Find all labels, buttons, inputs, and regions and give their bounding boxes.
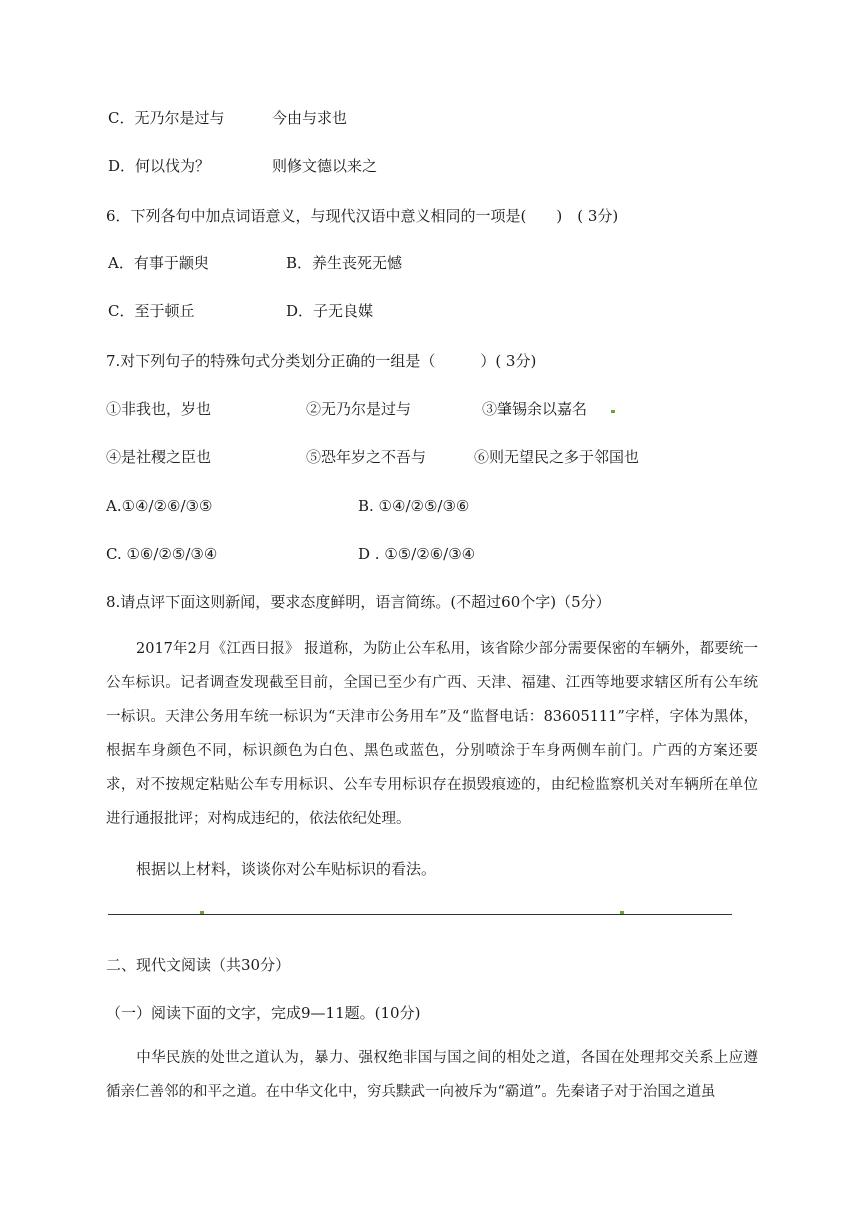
editor-marker bbox=[611, 410, 615, 413]
q7-option-d: D . ①⑤/②⑥/③④ bbox=[358, 545, 476, 563]
q7-sentence-6: ⑥则无望民之多于邻国也 bbox=[474, 448, 640, 466]
q6-option-b bbox=[286, 253, 402, 273]
q7-sentence-5: ⑤恐年岁之不吾与 bbox=[306, 448, 427, 466]
q7-option-c: C. ①⑥/②⑤/③④ bbox=[106, 545, 218, 563]
editor-marker bbox=[200, 911, 204, 914]
q6-option-b-text: 养生丧死无憾 bbox=[312, 254, 403, 272]
q6-option-d-text: 子无良媒 bbox=[313, 302, 374, 320]
q6-option-b-prefix: B． bbox=[286, 254, 313, 272]
q7-option-a: A.①④/②⑥/③⑤ bbox=[106, 497, 213, 515]
q7-sentence-4: ④是社稷之臣也 bbox=[106, 448, 212, 466]
editor-marker bbox=[620, 911, 624, 914]
q5-option-d-left: D．何以伐为？ bbox=[108, 157, 211, 175]
reading-passage bbox=[106, 1041, 758, 1109]
q6-option-c-text: 至于顿丘 bbox=[134, 302, 195, 320]
q5-option-c bbox=[108, 108, 224, 128]
q5-option-c-left: C．无乃尔是过与 bbox=[108, 109, 225, 127]
q7-stem: 7.对下列句子的特殊句式分类划分正确的一组是（ ）( 3分) bbox=[106, 352, 537, 370]
q7-sentence-3: ③肇锡余以嘉名 bbox=[482, 400, 588, 418]
q6-option-c bbox=[108, 301, 195, 321]
q8-news-passage bbox=[106, 632, 758, 836]
q6-option-c-prefix: C． bbox=[108, 302, 135, 320]
section-heading: 二、现代文阅读（共30分） bbox=[106, 956, 291, 974]
q5-option-d-right: 则修文德以来之 bbox=[272, 157, 378, 175]
reading-subheading: （一）阅读下面的文字，完成9—11题。(10分) bbox=[106, 1004, 421, 1022]
q6-option-a bbox=[108, 253, 209, 273]
q7-sentence-1: ①非我也，岁也 bbox=[106, 400, 212, 418]
q8-prompt: 根据以上材料，谈谈你对公车贴标识的看法。 bbox=[136, 860, 437, 878]
q6-option-a-text: 有事于颛臾 bbox=[133, 254, 209, 272]
q6-option-d bbox=[286, 301, 373, 321]
reading-passage-text: 中华民族的处世之道认为，暴力、强权绝非国与国之间的相处之道，各国在处理邦交关系上应遵循亲仁善邻的和平之道。在中华文化中，穷兵黩武一向被斥为“霸道”。先秦诸子对于治国之道虽 bbox=[106, 1050, 758, 1100]
q5-option-c-right: 今由与求也 bbox=[272, 109, 348, 127]
q5-option-d bbox=[108, 156, 210, 176]
q8-stem: 8.请点评下面这则新闻，要求态度鲜明，语言简练。(不超过60个字)（5分） bbox=[106, 593, 611, 611]
q7-sentence-2: ②无乃尔是过与 bbox=[306, 400, 412, 418]
q6-option-d-prefix: D． bbox=[286, 302, 314, 320]
answer-line[interactable] bbox=[108, 914, 732, 915]
q6-stem: 6．下列各句中加点词语意义，与现代汉语中意义相同的一项是( ) ( 3分) bbox=[106, 207, 619, 225]
q7-option-b: B. ①④/②⑤/③⑥ bbox=[358, 497, 470, 515]
q6-option-a-prefix: A． bbox=[108, 254, 134, 272]
q8-news-text: 2017年2月《江西日报》 报道称，为防止公车私用，该省除少部分需要保密的车辆外，都要统一公车标识。记者调查发现截至目前，全国已至少有广西、天津、福建、江西等地要求辖区所有公车统一标识。天津公务用车统一标识为“天津市公务用车”及“监督电话：83605111”字样，字体为黑体，根据车身颜色不同，标识颜色为白色、黑色或蓝色，分别喷涂于车身两侧车前门。广西的方案还要求，对不按规定粘贴公车专用标识、公车专用标识存在损毁痕迹的，由纪检监察机关对车辆所在单位进行通报批评；对构成违纪的，依法依纪处理。 bbox=[106, 641, 758, 827]
